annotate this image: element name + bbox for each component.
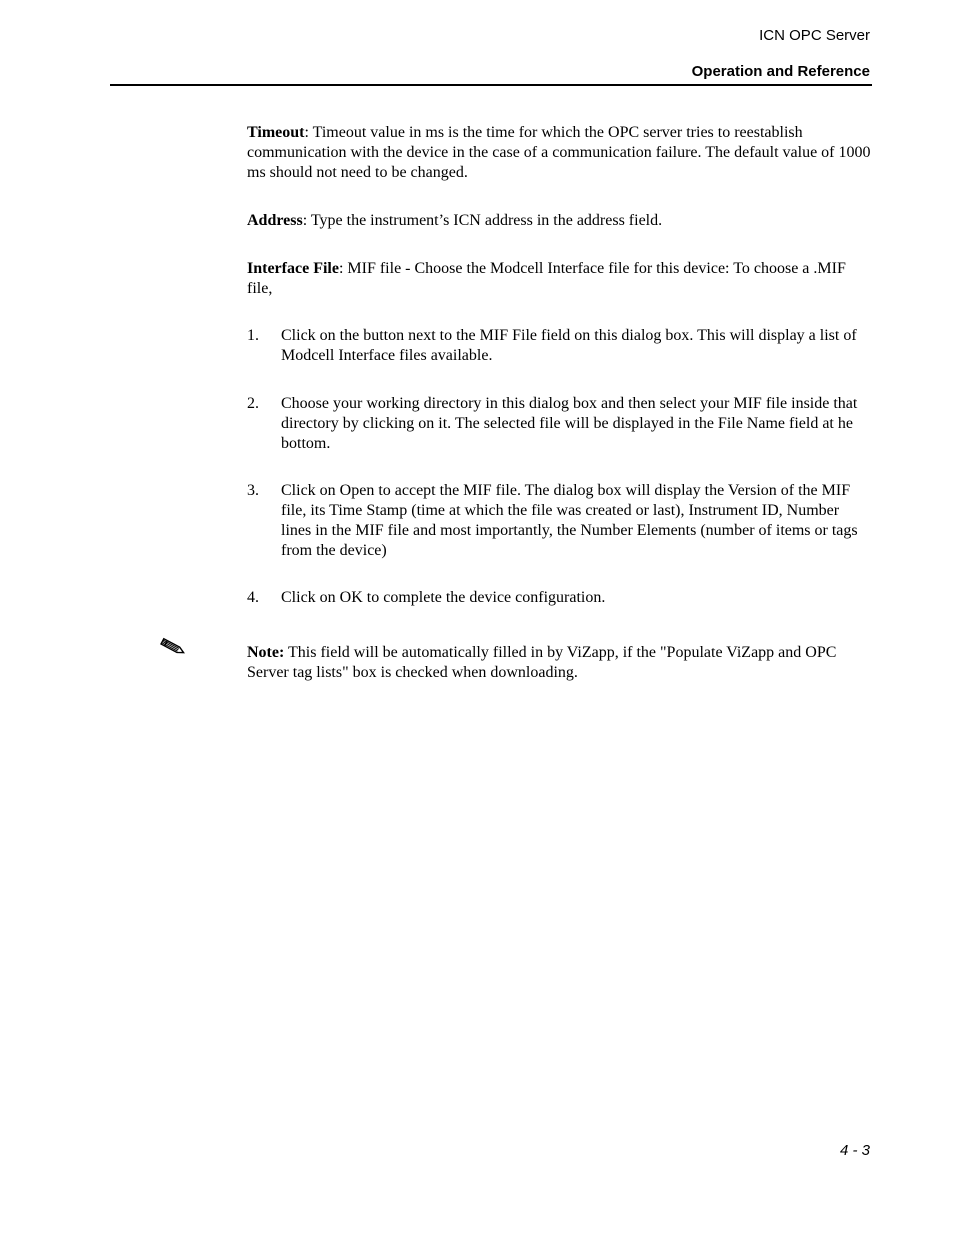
list-item	[247, 481, 873, 561]
list-item	[247, 326, 873, 366]
list-item-number: 2.	[247, 395, 259, 412]
pencil-icon	[158, 637, 188, 657]
list-item	[247, 588, 873, 608]
list-item-number: 1.	[247, 327, 259, 344]
note-paragraph	[247, 643, 873, 683]
list-item-text: Click on the button next to the MIF File field on this dialog box. This will display a list of Modcell Interface files available.	[281, 327, 857, 364]
interface-file-paragraph	[247, 259, 873, 299]
timeout-paragraph	[247, 123, 873, 183]
running-header-section: Operation and Reference	[691, 63, 870, 80]
list-item-number: 3.	[247, 482, 259, 499]
note-text: This field will be automatically filled in by ViZapp, if the "Populate ViZapp and OPC Server tag lists" box is checked when downloading.	[247, 644, 837, 681]
interface-file-term: Interface File	[247, 260, 339, 277]
list-item-text: Click on OK to complete the device configuration.	[281, 589, 606, 606]
address-term: Address	[247, 212, 303, 229]
page-number: 4 - 3	[839, 1142, 870, 1159]
header-rule	[110, 84, 872, 86]
note-label: Note:	[247, 644, 285, 661]
timeout-text: : Timeout value in ms is the time for which the OPC server tries to reestablish communication with the device in the case of a communication failure. The default value of 1000 ms should not need to be changed.	[247, 124, 871, 181]
list-item-number: 4.	[247, 589, 259, 606]
address-text: : Type the instrument’s ICN address in the address field.	[302, 212, 663, 229]
list-item	[247, 394, 873, 454]
running-header-title: ICN OPC Server	[759, 27, 870, 44]
timeout-term: Timeout	[247, 124, 305, 141]
interface-file-text: : MIF file - Choose the Modcell Interface file for this device: To choose a .MIF file,	[247, 260, 846, 297]
list-item-text: Click on Open to accept the MIF file. The dialog box will display the Version of the MIF file, its Time Stamp (time at which the file was created or last), Instrument ID, Number lines in the MIF file and most importantly, the Number Elements (number of items or tags from the device)	[281, 482, 858, 559]
address-paragraph	[247, 211, 873, 231]
list-item-text: Choose your working directory in this dialog box and then select your MIF file inside that directory by clicking on it. The selected file will be displayed in the File Name field at he bottom.	[281, 395, 858, 452]
